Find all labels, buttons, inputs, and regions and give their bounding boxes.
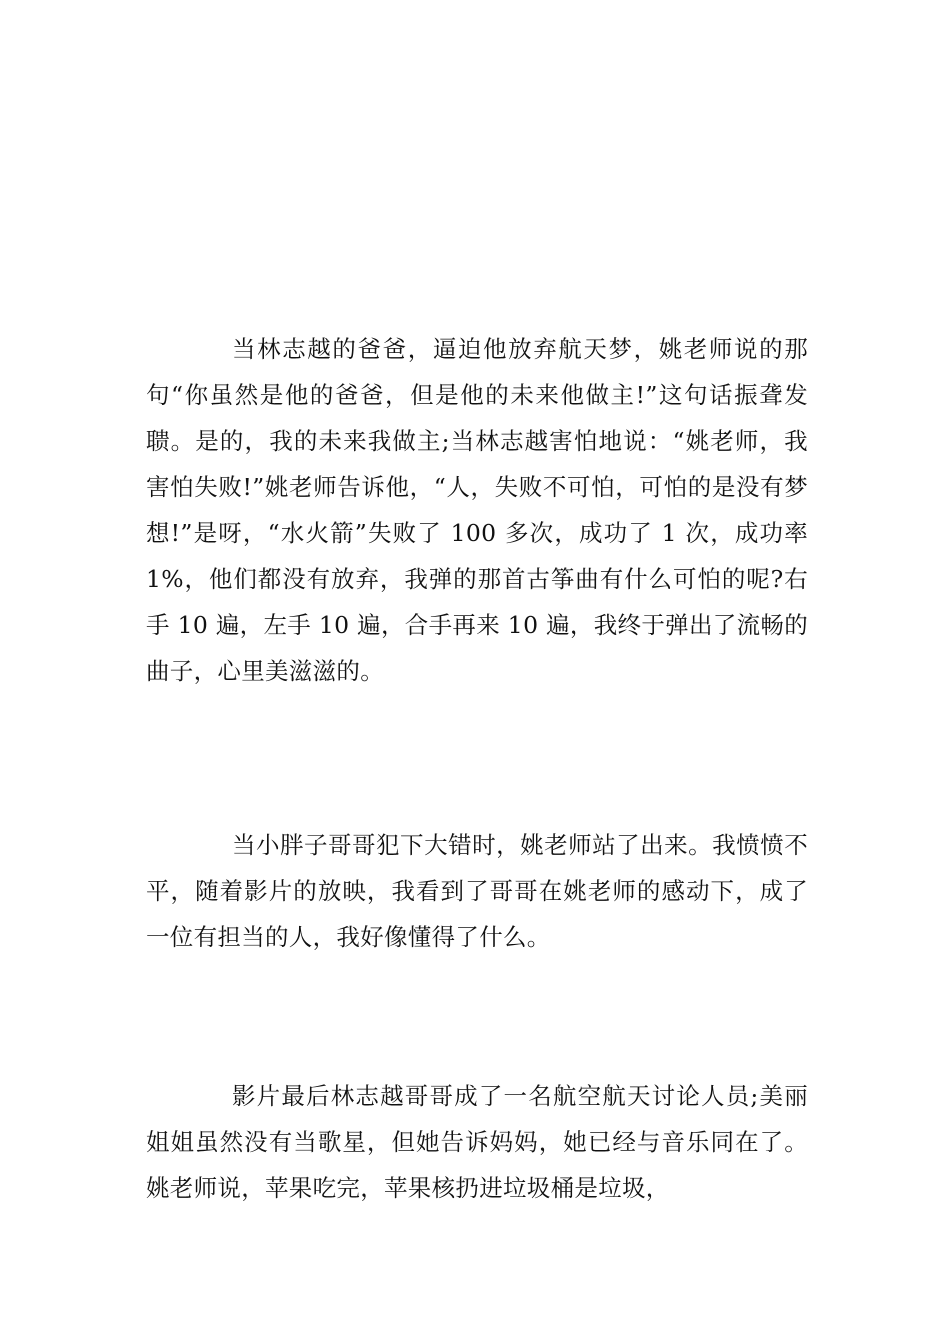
paragraph-responsibility: 当小胖子哥哥犯下大错时，姚老师站了出来。我愤愤不平，随着影片的放映，我看到了哥哥在姚老师的感动下，成了一位有担当的人，我好像懂得了什么。 — [146, 831, 808, 951]
paragraph-parent-dream: 当林志越的爸爸，逼迫他放弃航天梦，姚老师说的那句“你虽然是他的爸爸，但是他的未来他做主!”这句话振聋发聩。是的，我的未来我做主;当林志越害怕地说：“姚老师，我害怕失败!”姚老师告诉他，“人，失败不可怕，可怕的是没有梦想!”是呀，“水火箭”失败了 100 多次，成功了 1 次，成功率 1%，他们都没有放弃，我弹的那首古筝曲有什么可怕的呢?右手 10 遍，左手 10 遍，合手再来 10 遍，我终于弹出了流畅的曲子，心里美滋滋的。 — [146, 335, 808, 685]
paragraph-ending: 影片最后林志越哥哥成了一名航空航天讨论人员;美丽姐姐虽然没有当歌星，但她告诉妈妈，她已经与音乐同在了。姚老师说，苹果吃完，苹果核扔进垃圾桶是垃圾， — [146, 1082, 808, 1202]
